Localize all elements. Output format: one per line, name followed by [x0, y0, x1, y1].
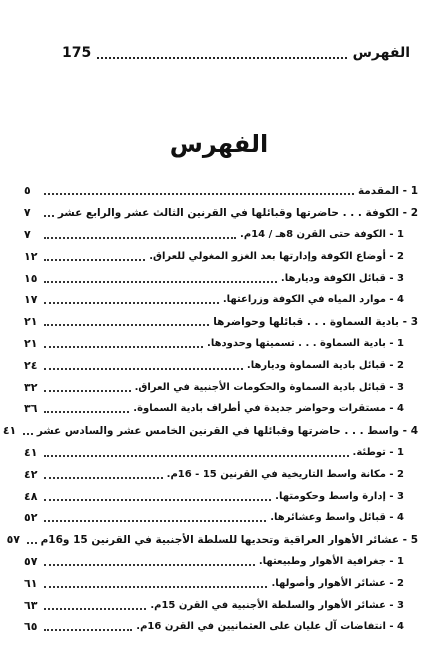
toc-entry-label: 3 - عشائر الأهوار والسلطة الأجنبية في القرن 15م. [150, 599, 404, 611]
dot-leader [44, 492, 271, 501]
dot-leader [44, 339, 203, 348]
dot-leader [44, 579, 267, 588]
toc-page-number: ٣٢ [24, 380, 38, 394]
toc-entry-label: 2 - الكوفة . . . حاضرتها وقبائلها في القرنين الثالث عشر والرابع عشر [57, 206, 418, 219]
toc-page-number: ٥٢ [24, 511, 38, 525]
toc-entry-label: 3 - بادية السماوة . . . قبائلها وحواضرها [213, 315, 418, 328]
toc-entry [24, 311, 418, 333]
toc-page-number: ٢١ [24, 336, 38, 350]
toc-entry-label: 1 - المقدمة [357, 184, 418, 197]
toc-subentry [24, 442, 418, 464]
toc-entry-label: 4 - مستقرات وحواضر جديدة في أطراف بادية السماوة. [133, 403, 404, 415]
toc-entry-label: 4 - واسط . . . حاضرتها وقبائلها في القرنين الخامس عشر والسادس عشر [36, 424, 418, 437]
toc-subentry [24, 224, 418, 246]
toc-entry [24, 202, 418, 224]
toc-subentry [24, 616, 418, 638]
toc-entry-label: 3 - إدارة واسط وحكومتها. [275, 490, 404, 502]
dot-leader [44, 404, 129, 413]
toc-entry [6, 529, 418, 551]
toc-entry [24, 180, 418, 202]
page-title: الفهرس [169, 130, 269, 158]
toc-page-number: ١٥ [24, 271, 38, 285]
toc-page-number: ٤١ [2, 424, 17, 438]
toc-entry-label: 4 - قبائل واسط وعشائرها. [270, 512, 404, 524]
toc-subentry [24, 398, 418, 420]
toc-page-number: ٣٦ [24, 402, 38, 416]
toc-entry-label: 2 - عشائر الأهوار وأصولها. [271, 577, 404, 589]
toc-entry-label: 1 - توطئة. [352, 446, 404, 458]
toc-page-number: ٢١ [24, 315, 38, 329]
toc-entry-label: 3 - قبائل بادية السماوة والحكومات الأجنبية في العراق. [134, 381, 404, 393]
toc-page-number: ٦٥ [24, 620, 38, 634]
toc-subentry [24, 333, 418, 355]
dot-leader [44, 230, 236, 239]
header-leader [97, 47, 346, 59]
toc-page-number: ٤١ [24, 445, 38, 459]
dot-leader [44, 208, 54, 217]
dot-leader [44, 317, 209, 326]
toc-entry-label: 3 - قبائل الكوفة وديارها. [280, 272, 404, 284]
toc-page-number: ١٢ [24, 249, 38, 263]
toc-entry-label: 2 - أوضاع الكوفة وإدارتها بعد الغزو المغولي للعراق. [149, 250, 404, 262]
toc-subentry [24, 245, 418, 267]
toc-subentry [24, 354, 418, 376]
running-header [62, 42, 410, 64]
toc-subentry [24, 551, 418, 573]
header-title: الفهرس [352, 45, 410, 61]
toc-page-number: ٢٤ [24, 358, 38, 372]
dot-leader [23, 426, 33, 435]
dot-leader [44, 383, 131, 392]
dot-leader [44, 470, 163, 479]
dot-leader [44, 252, 145, 261]
dot-leader [44, 557, 255, 566]
toc-entry-label: 4 - انتفاضات آل عليان على العثمانيين في القرن 16م. [136, 621, 404, 633]
toc-entry-label: 5 - عشائر الأهوار العراقية وتحديها للسلطة الأجنبية في القرنين 15 و16م [40, 533, 418, 546]
table-of-contents [2, 180, 418, 638]
dot-leader [44, 186, 354, 195]
toc-subentry [24, 376, 418, 398]
toc-page-number: ٧ [24, 227, 31, 241]
dot-leader [44, 448, 349, 457]
toc-entry-label: 2 - مكانة واسط التاريخية في القرنين 15 - 16م. [166, 468, 404, 480]
dot-leader [27, 535, 37, 544]
toc-entry-label: 4 - موارد المياه في الكوفة وزراعتها. [222, 294, 404, 306]
toc-subentry [24, 594, 418, 616]
toc-page-number: ٥ [24, 184, 31, 198]
toc-page-number: ٥٧ [24, 554, 38, 568]
toc-entry-label: 2 - قبائل بادية السماوة وديارها. [246, 359, 404, 371]
toc-subentry [24, 289, 418, 311]
toc-entry-label: 1 - بادية السماوة . . . تسميتها وحدودها. [207, 337, 404, 349]
dot-leader [44, 361, 243, 370]
toc-page-number: ٥٧ [6, 533, 20, 547]
toc-subentry [24, 485, 418, 507]
toc-subentry [24, 572, 418, 594]
toc-page-number: ١٧ [24, 293, 38, 307]
dot-leader [44, 601, 146, 610]
dot-leader [44, 274, 277, 283]
toc-entry [2, 420, 418, 442]
dot-leader [44, 513, 266, 522]
header-page-number: 175 [62, 45, 92, 61]
toc-subentry [24, 267, 418, 289]
dot-leader [44, 622, 132, 631]
toc-subentry [24, 463, 418, 485]
dot-leader [44, 295, 219, 304]
toc-subentry [24, 507, 418, 529]
toc-page-number: ٤٨ [24, 489, 38, 503]
toc-page-number: ٦٣ [24, 598, 38, 612]
toc-entry-label: 1 - الكوفة حتى القرن 8هـ / 14م. [240, 228, 404, 240]
toc-page-number: ٧ [23, 206, 31, 220]
toc-page-number: ٦١ [24, 576, 38, 590]
toc-page-number: ٤٢ [24, 467, 38, 481]
toc-entry-label: 1 - جغرافية الأهوار وطبيعتها. [258, 555, 404, 567]
